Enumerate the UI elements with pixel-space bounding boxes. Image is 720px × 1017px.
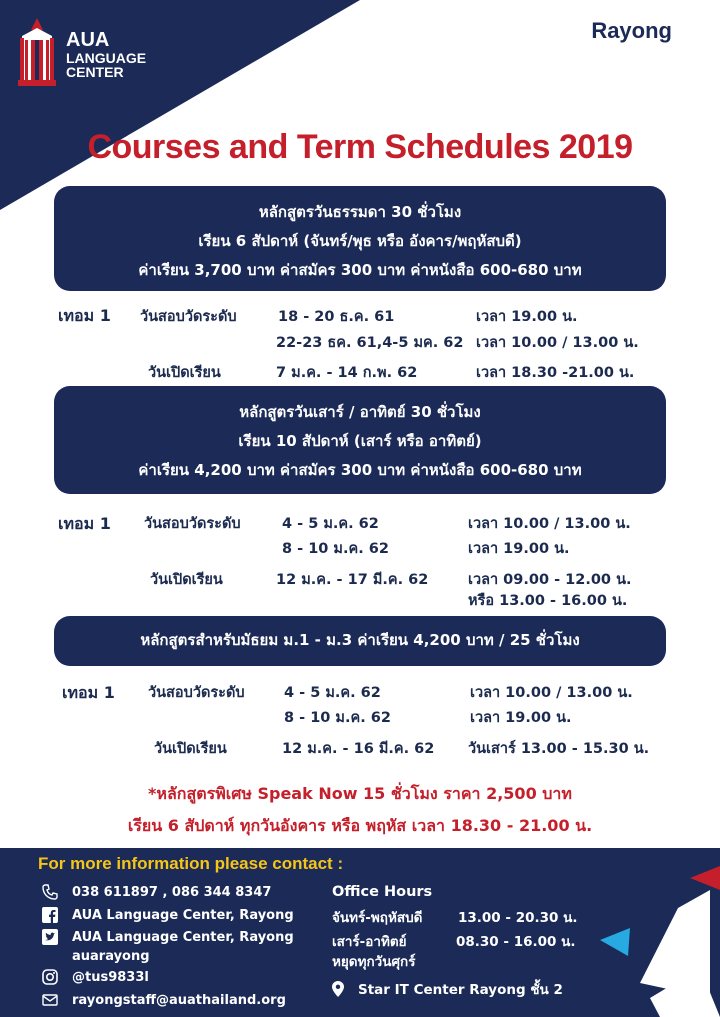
phone-numbers: 038 611897 , 086 344 8347: [72, 884, 272, 900]
email-contact[interactable]: [40, 991, 286, 1009]
term-label: เทอม 1: [58, 306, 111, 325]
open-date: 7 ม.ค. - 14 ก.พ. 62: [276, 365, 418, 381]
exam-date: 22-23 ธค. 61,4-5 มค. 62: [276, 335, 464, 351]
instagram-contact[interactable]: [40, 968, 149, 986]
city-label: Rayong: [591, 18, 672, 43]
exam-time: เวลา 10.00 / 13.00 น.: [476, 335, 639, 351]
phone-contact[interactable]: [40, 883, 271, 901]
exam-time: เวลา 19.00 น.: [470, 710, 572, 726]
course-box-weekend: [54, 386, 666, 494]
course-duration: เรียน 10 สัปดาห์ (เสาร์ หรือ อาทิตย์): [238, 432, 482, 450]
contact-footer: [0, 848, 720, 1017]
page-title: Courses and Term Schedules 2019: [87, 128, 633, 166]
exam-time: เวลา 19.00 น.: [468, 541, 570, 557]
term-label: เทอม 1: [62, 683, 115, 702]
exam-date: 8 - 10 ม.ค. 62: [282, 541, 389, 557]
twitter-handle[interactable]: [40, 947, 150, 965]
logo-aua-text: AUA: [66, 29, 110, 51]
weekend-label: เสาร์-อาทิตย์: [332, 934, 407, 950]
open-date: 12 ม.ค. - 16 มี.ค. 62: [282, 741, 435, 757]
course-box-weekday: [54, 186, 666, 291]
term-label: เทอม 1: [58, 514, 111, 533]
logo-language-text: LANGUAGE: [66, 50, 147, 66]
open-label: วันเปิดเรียน: [150, 572, 223, 588]
course-title: หลักสูตรวันเสาร์ / อาทิตย์ 30 ชั่วโมง: [239, 403, 481, 421]
weekend-hours: 08.30 - 16.00 น.: [456, 934, 576, 950]
map-pin-icon: [332, 981, 344, 997]
open-label: วันเปิดเรียน: [154, 741, 227, 757]
open-date: 12 ม.ค. - 17 มี.ค. 62: [276, 572, 429, 588]
open-time: เวลา 18.30 -21.00 น.: [476, 365, 635, 381]
course-title: หลักสูตรวันธรรมดา 30 ชั่วโมง: [258, 203, 462, 221]
instagram-handle: @tus9833l: [72, 969, 149, 985]
promo-line: *หลักสูตรพิเศษ Speak Now 15 ชั่วโมง ราคา 2,500 บาท: [148, 784, 572, 803]
weekday-label: จันทร์-พฤหัสบดี: [332, 910, 423, 926]
twitter-handle-text: auarayong: [72, 948, 150, 964]
promo-line: เรียน 6 สัปดาห์ ทุกวันอังคาร หรือ พฤหัส เวลา 18.30 - 21.00 น.: [127, 816, 593, 835]
aua-emblem-icon: [14, 16, 60, 92]
course-fees: ค่าเรียน 3,700 บาท ค่าสมัคร 300 บาท ค่าหนังสือ 600-680 บาท: [138, 261, 582, 279]
location-text: Star IT Center Rayong ชั้น 2: [358, 982, 563, 998]
twitter-contact[interactable]: [40, 928, 294, 946]
facebook-name: AUA Language Center, Rayong: [72, 907, 294, 923]
twitter-name: AUA Language Center, Rayong: [72, 929, 294, 945]
email-address: rayongstaff@auathailand.org: [72, 992, 286, 1008]
course-duration: เรียน 6 สัปดาห์ (จันทร์/พุธ หรือ อังคาร/พฤหัสบดี): [198, 232, 522, 250]
weekday-hours: 13.00 - 20.30 น.: [458, 910, 578, 926]
course-fees: ค่าเรียน 4,200 บาท ค่าสมัคร 300 บาท ค่าหนังสือ 600-680 บาท: [138, 461, 582, 479]
contact-heading: For more information please contact :: [38, 854, 344, 873]
exam-time: เวลา 10.00 / 13.00 น.: [468, 516, 631, 532]
location[interactable]: [332, 978, 563, 1000]
logo-center-text: CENTER: [66, 64, 124, 80]
course-box-highschool: [54, 616, 666, 666]
closed-day: หยุดทุกวันศุกร์: [332, 954, 416, 970]
aua-logo[interactable]: [14, 16, 146, 92]
open-time: เวลา 09.00 - 12.00 น.: [468, 572, 632, 588]
phone-icon: [40, 883, 60, 901]
exam-label: วันสอบวัดระดับ: [148, 685, 245, 701]
exam-date: 4 - 5 ม.ค. 62: [284, 685, 381, 701]
open-label: วันเปิดเรียน: [148, 365, 221, 381]
facebook-icon: [40, 906, 60, 924]
instagram-icon: [40, 968, 60, 986]
exam-time: เวลา 10.00 / 13.00 น.: [470, 685, 633, 701]
facebook-contact[interactable]: [40, 906, 294, 924]
open-time: วันเสาร์ 13.00 - 15.30 น.: [468, 741, 650, 757]
decorative-triangles: [560, 848, 720, 1017]
exam-date: 18 - 20 ธ.ค. 61: [278, 309, 395, 325]
open-time: หรือ 13.00 - 16.00 น.: [468, 593, 628, 609]
course-title: หลักสูตรสำหรับมัธยม ม.1 - ม.3 ค่าเรียน 4,200 บาท / 25 ชั่วโมง: [140, 631, 580, 649]
exam-label: วันสอบวัดระดับ: [144, 516, 241, 532]
exam-date: 8 - 10 ม.ค. 62: [284, 710, 391, 726]
office-hours-title: Office Hours: [332, 884, 433, 900]
exam-time: เวลา 19.00 น.: [476, 309, 578, 325]
twitter-icon: [40, 928, 60, 946]
email-icon: [40, 991, 60, 1009]
exam-date: 4 - 5 ม.ค. 62: [282, 516, 379, 532]
exam-label: วันสอบวัดระดับ: [140, 309, 237, 325]
